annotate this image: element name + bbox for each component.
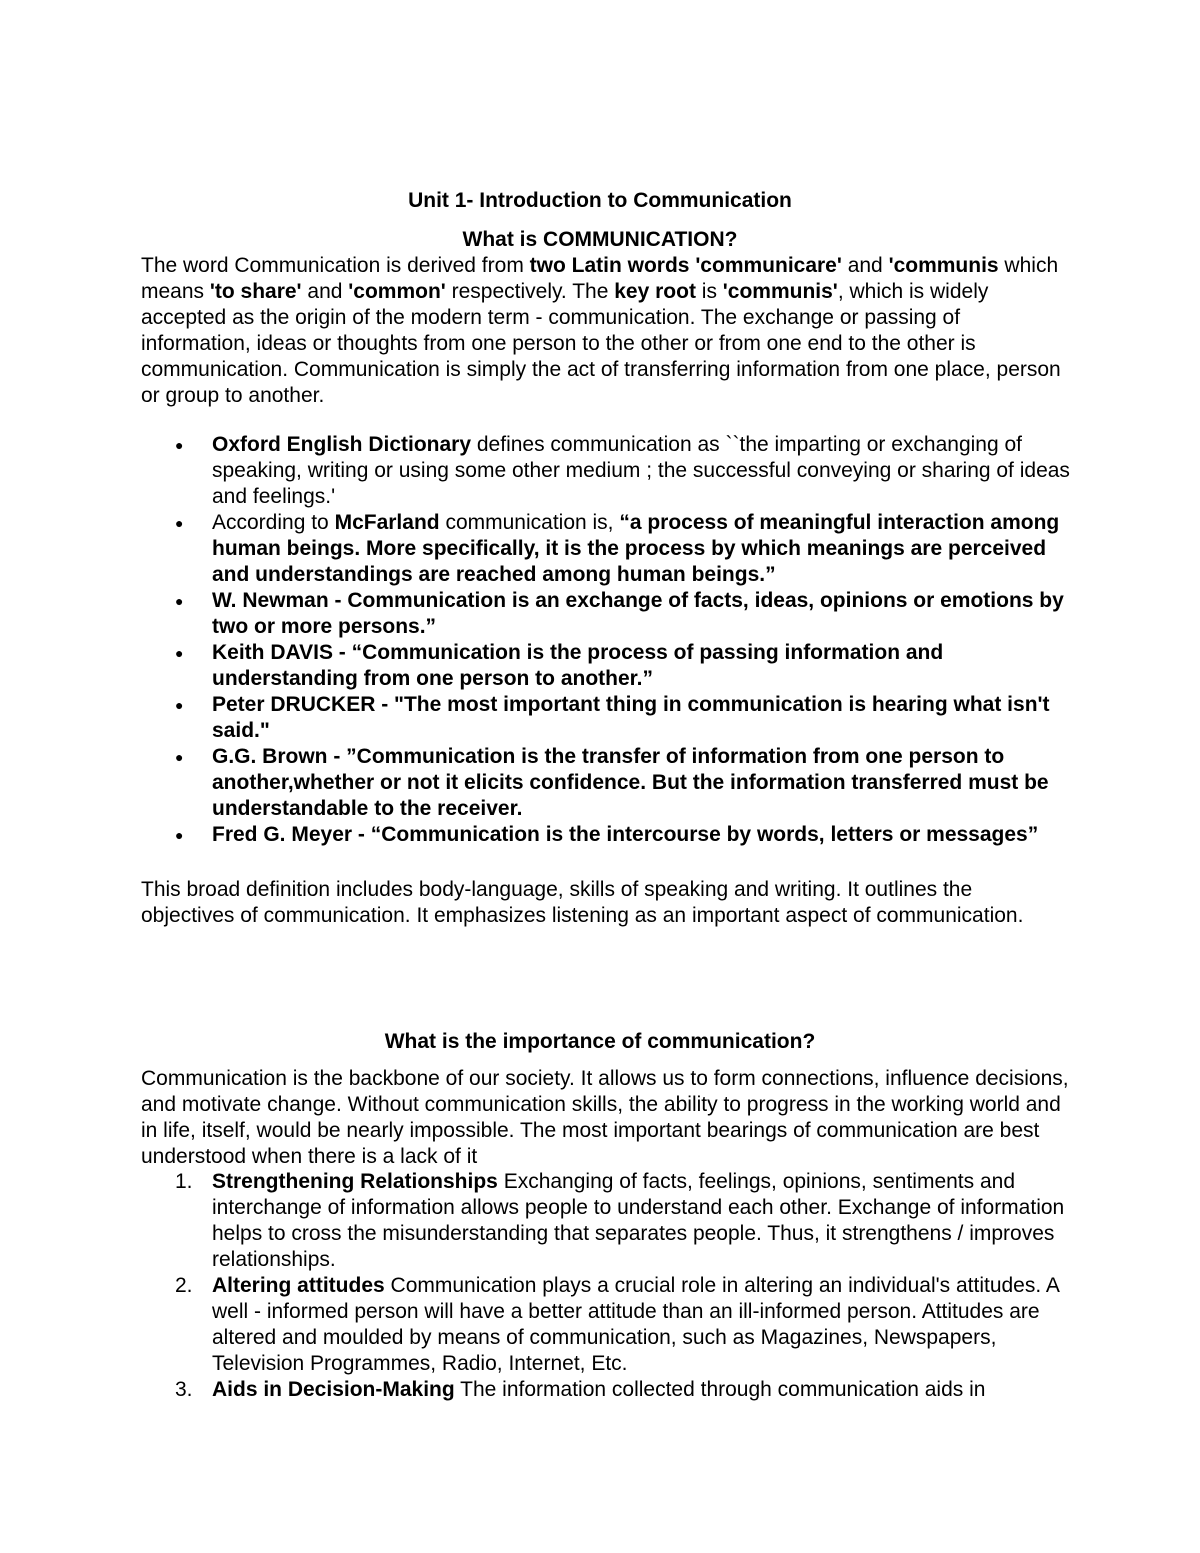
definitions-list <box>141 432 1071 848</box>
list-number: 2. <box>175 1274 193 1297</box>
bullet-icon: ● <box>175 827 184 843</box>
bullet-icon: ● <box>175 749 184 765</box>
list-number: 3. <box>175 1378 193 1401</box>
bullet-icon: ● <box>175 697 184 713</box>
broad-definition-paragraph: This broad definition includes body-language, skills of speaking and writing. It outlines the objectives of communication. It emphasizes listening as an important aspect of communication. <box>141 878 1024 927</box>
list-item: ● G.G. Brown - ”Communication is the transfer of information from one person to another,whether or not it elicits confidence. But the information transferred must be understandable to the receiver. <box>175 745 1049 820</box>
list-item: ● W. Newman - Communication is an exchange of facts, ideas, opinions or emotions by two or more persons.” <box>175 589 1064 638</box>
list-item: ● Fred G. Meyer - “Communication is the intercourse by words, letters or messages” <box>175 823 1039 846</box>
list-item: 3. Aids in Decision-Making The information collected through communication aids in <box>175 1378 986 1401</box>
list-item: 1. Strengthening Relationships Exchanging of facts, feelings, opinions, sentiments and interchange of information allows people to understand each other. Exchange of information helps to cross the misunderstanding that separates people. Thus, it strengthens / improves relationships. <box>175 1170 1065 1271</box>
bullet-icon: ● <box>175 593 184 609</box>
list-item: ● Peter DRUCKER - "The most important thing in communication is hearing what isn't said." <box>175 693 1050 742</box>
bullet-icon: ● <box>175 645 184 661</box>
bullet-icon: ● <box>175 515 184 531</box>
list-item: ● Keith DAVIS - “Communication is the process of passing information and understanding from one person to another.” <box>175 641 944 690</box>
list-item: ● According to McFarland communication is, “a process of meaningful interaction among human beings. More specifically, it is the process by which meanings are perceived and understandings are reached among human beings.” <box>175 511 1060 586</box>
list-number: 1. <box>175 1170 193 1193</box>
bullet-icon: ● <box>175 437 184 453</box>
intro-paragraph: The word Communication is derived from two Latin words 'communicare' and 'communis which means 'to share' and 'common' respectively. The key root is 'communis', which is widely accepted as the origin of the modern term - communication. The exchange or passing of information, ideas or thoughts from one person to the other or from one end to the other is communication. Communication is simply the act of transferring information from one place, person or group to another. <box>141 254 1061 407</box>
importance-list <box>141 1169 1071 1403</box>
list-item: 2. Altering attitudes Communication plays a crucial role in altering an individual's attitudes. A well - informed person will have a better attitude than an ill-informed person. Attitudes are altered and moulded by means of communication, such as Magazines, Newspapers, Television Programmes, Radio, Internet, Etc. <box>175 1274 1059 1375</box>
page-title: Unit 1- Introduction to Communication <box>408 189 792 212</box>
importance-intro-paragraph: Communication is the backbone of our society. It allows us to form connections, influence decisions, and motivate change. Without communication skills, the ability to progress in the working world and in life, itself, would be nearly impossible. The most important bearings of communication are best understood when there is a lack of it <box>141 1067 1069 1168</box>
section-heading-what-is: What is COMMUNICATION? <box>462 228 738 251</box>
list-item: ● Oxford English Dictionary defines communication as ``the imparting or exchanging of speaking, writing or using some other medium ; the successful conveying or sharing of ideas and feelings.' <box>175 433 1070 508</box>
section-heading-importance: What is the importance of communication? <box>384 1030 816 1053</box>
